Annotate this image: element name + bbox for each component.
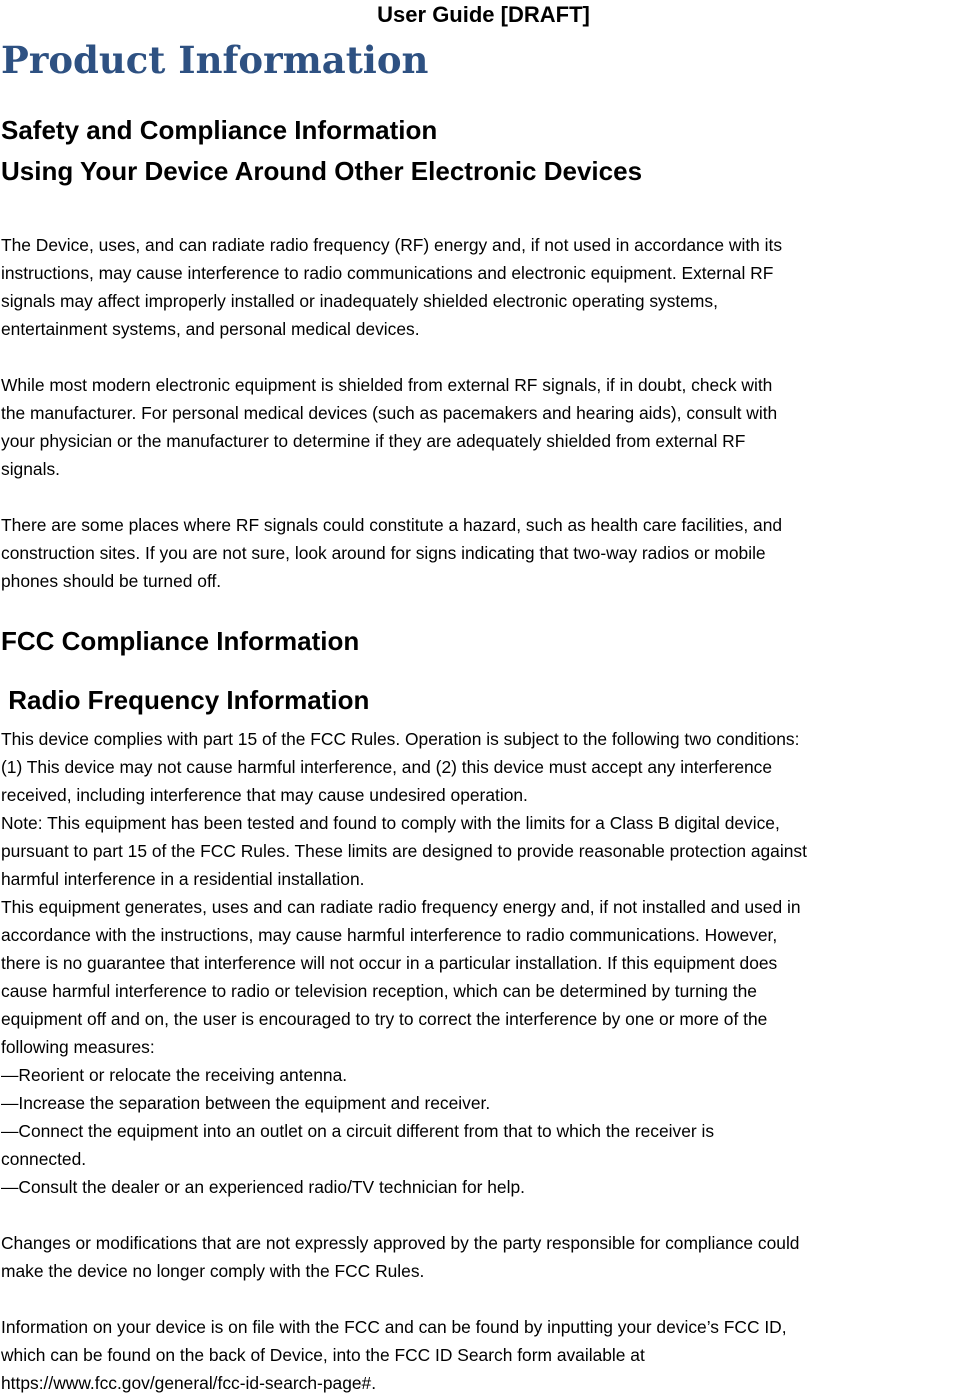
measure-item: —Connect the equipment into an outlet on a circuit different from that to which the receiver is <box>1 1121 715 1141</box>
text-line: instructions, may cause interference to radio communications and electronic equipment. External RF <box>1 263 774 283</box>
text-line: The Device, uses, and can radiate radio frequency (RF) energy and, if not used in accordance with its <box>1 235 783 255</box>
text-line: construction sites. If you are not sure, look around for signs indicating that two-way radios or mobile <box>1 543 766 563</box>
text-line: signals. <box>1 459 60 479</box>
text-line: signals may affect improperly installed or inadequately shielded electronic operating systems, <box>1 291 718 311</box>
text-line: the manufacturer. For personal medical devices (such as pacemakers and hearing aids), consult with <box>1 403 778 423</box>
measure-item: —Reorient or relocate the receiving antenna. <box>1 1065 348 1085</box>
text-line: pursuant to part 15 of the FCC Rules. These limits are designed to provide reasonable protection against <box>1 841 807 861</box>
text-line: connected. <box>1 1149 87 1169</box>
devices-heading: Using Your Device Around Other Electronic Devices <box>1 156 643 186</box>
text-line: entertainment systems, and personal medical devices. <box>1 319 420 339</box>
fcc-search-url: https://www.fcc.gov/general/fcc-id-search-page#. <box>1 1373 377 1393</box>
text-line: Note: This equipment has been tested and found to comply with the limits for a Class B digital device, <box>1 813 780 833</box>
text-line: accordance with the instructions, may cause harmful interference to radio communications. However, <box>1 925 778 945</box>
fcc-statement-paragraph <box>1 725 967 1201</box>
text-line: harmful interference in a residential installation. <box>1 869 365 889</box>
text-line: This device complies with part 15 of the FCC Rules. Operation is subject to the following two conditions: <box>1 729 800 749</box>
shielding-paragraph <box>1 371 967 483</box>
text-line: your physician or the manufacturer to determine if they are adequately shielded from external RF <box>1 431 746 451</box>
text-line: cause harmful interference to radio or television reception, which can be determined by turning the <box>1 981 757 1001</box>
document-header: User Guide [DRAFT] <box>377 2 590 27</box>
text-line: This equipment generates, uses and can radiate radio frequency energy and, if not installed and used in <box>1 897 801 917</box>
changes-paragraph <box>1 1229 967 1285</box>
rf-info-heading: Radio Frequency Information <box>1 685 370 715</box>
text-line: make the device no longer comply with the FCC Rules. <box>1 1261 425 1281</box>
text-line: there is no guarantee that interference will not occur in a particular installation. If this equipment does <box>1 953 778 973</box>
text-line: Changes or modifications that are not expressly approved by the party responsible for compliance could <box>1 1233 800 1253</box>
rf-energy-paragraph <box>1 231 967 343</box>
text-line: received, including interference that may cause undesired operation. <box>1 785 528 805</box>
text-line: (1) This device may not cause harmful interference, and (2) this device must accept any interference <box>1 757 773 777</box>
page-title: Product Information <box>1 38 429 82</box>
measure-item: —Consult the dealer or an experienced radio/TV technician for help. <box>1 1177 525 1197</box>
text-line: While most modern electronic equipment is shielded from external RF signals, if in doubt, check with <box>1 375 773 395</box>
text-line: There are some places where RF signals could constitute a hazard, such as health care facilities, and <box>1 515 783 535</box>
text-line: following measures: <box>1 1037 155 1057</box>
text-line: Information on your device is on file with the FCC and can be found by inputting your device’s FCC ID, <box>1 1317 787 1337</box>
text-line: equipment off and on, the user is encouraged to try to correct the interference by one or more of the <box>1 1009 768 1029</box>
measure-item: —Increase the separation between the equipment and receiver. <box>1 1093 491 1113</box>
safety-heading: Safety and Compliance Information <box>1 115 438 145</box>
fcc-id-info-paragraph <box>1 1313 967 1397</box>
text-line: phones should be turned off. <box>1 571 222 591</box>
fcc-heading: FCC Compliance Information <box>1 626 360 656</box>
text-line: which can be found on the back of Device, into the FCC ID Search form available at <box>1 1345 645 1365</box>
hazard-places-paragraph <box>1 511 967 595</box>
